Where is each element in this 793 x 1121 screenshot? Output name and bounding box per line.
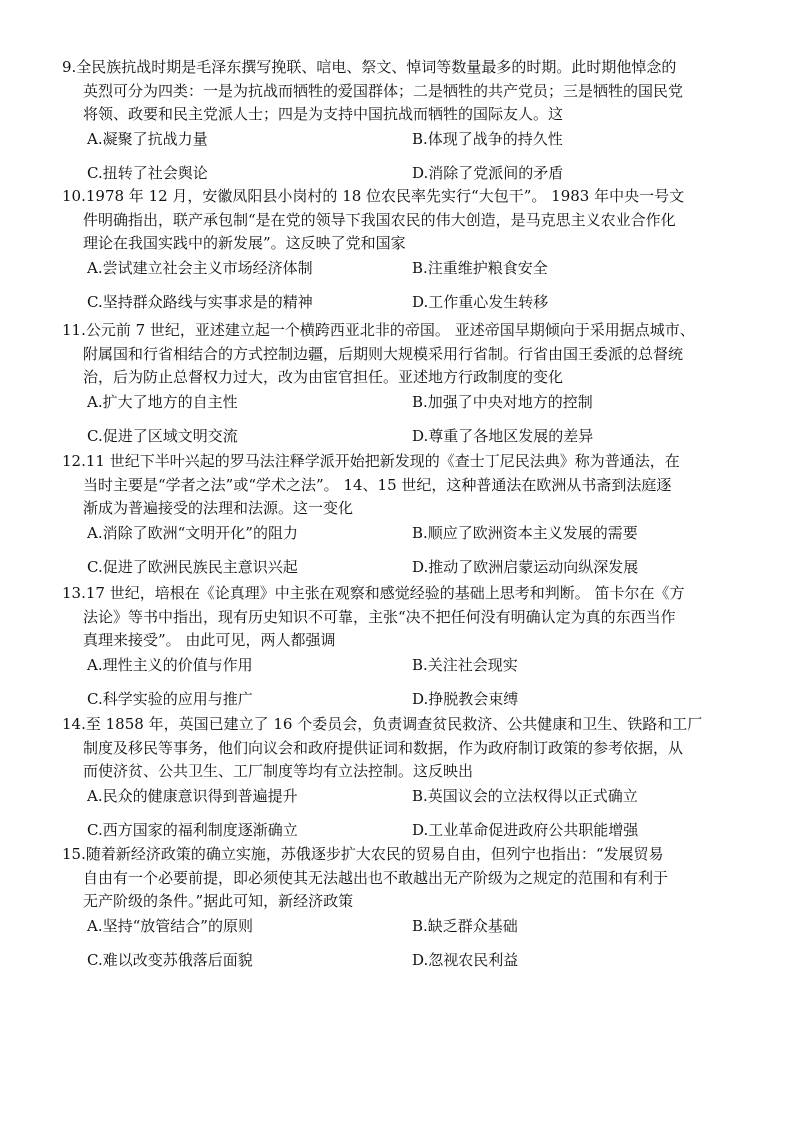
options (62, 258, 742, 328)
option-c: C.坚持群众路线与实事求是的精神 (87, 292, 313, 311)
question-10 (62, 185, 742, 328)
question-11 (62, 319, 742, 462)
stem-line: 英烈可分为四类：一是为抗战而牺牲的爱国群体；二是牺牲的共产党员；三是牺牲的国民党 (83, 81, 684, 100)
option-c: C.难以改变苏俄落后面貌 (87, 950, 253, 969)
option-d: D.消除了党派间的矛盾 (412, 163, 564, 182)
question-stem (62, 450, 742, 521)
option-a: A.消除了欧洲“文明开化”的阻力 (87, 523, 298, 542)
question-stem (62, 713, 742, 784)
stem-line: 而使济贫、公共卫生、工厂制度等均有立法控制。这反映出 (83, 762, 474, 780)
option-a: A.民众的健康意识得到普遍提升 (87, 786, 298, 805)
option-a: A.凝聚了抗战力量 (87, 129, 208, 148)
option-a: A.尝试建立社会主义市场经济体制 (87, 258, 313, 277)
question-15 (62, 843, 742, 986)
stem-line: 将领、政要和民主党派人士；四是为支持中国抗战而牺牲的国际友人。这 (83, 105, 564, 123)
option-b: B.缺乏群众基础 (412, 916, 518, 935)
stem-line: 9.全民族抗战时期是毛泽东撰写挽联、唁电、祭文、悼词等数量最多的时期。此时期他悼念的 (62, 58, 677, 76)
option-d: D.推动了欧洲启蒙运动向纵深发展 (412, 557, 639, 576)
option-d: D.挣脱教会束缚 (412, 689, 519, 708)
option-c: C.扭转了社会舆论 (87, 163, 208, 182)
question-stem (62, 185, 742, 256)
stem-line: 渐成为普遍接受的法理和法源。这一变化 (83, 499, 354, 517)
question-12 (62, 450, 742, 593)
question-stem (62, 319, 742, 390)
option-d: D.工业革命促进政府公共职能增强 (412, 820, 639, 839)
stem-line: 自由有一个必要前提，即必须使其无法越出也不敢越出无产阶级为之规定的范围和有利于 (83, 868, 669, 887)
stem-line: 当时主要是“学者之法”或“学术之法”。 14、15 世纪，这种普通法在欧洲从书斋到法庭逐 (83, 475, 672, 494)
stem-line: 无产阶级的条件。”据此可知，新经济政策 (83, 892, 354, 910)
stem-line: 件明确指出，联产承包制“是在党的领导下我国农民的伟大创造，是马克思主义农业合作化 (83, 210, 676, 229)
option-c: C.西方国家的福利制度逐渐确立 (87, 820, 298, 839)
option-c: C.促进了欧洲民族民主意识兴起 (87, 557, 298, 576)
option-b: B.注重维护粮食安全 (412, 258, 548, 277)
stem-line: 12.11 世纪下半叶兴起的罗马法注释学派开始把新发现的《查士丁尼民法典》称为普通法，在 (62, 452, 680, 470)
option-a: A.扩大了地方的自主性 (87, 392, 238, 411)
question-stem (62, 582, 742, 653)
option-b: B.顺应了欧洲资本主义发展的需要 (412, 523, 638, 542)
option-a: A.坚持“放管结合”的原则 (87, 916, 253, 935)
stem-line: 制度及移民等事务，他们向议会和政府提供证词和数据，作为政府制订政策的参考依据，从 (83, 738, 684, 757)
option-c: C.科学实验的应用与推广 (87, 689, 253, 708)
question-stem (62, 56, 742, 127)
options (62, 916, 742, 986)
option-d: D.尊重了各地区发展的差异 (412, 426, 594, 445)
option-b: B.加强了中央对地方的控制 (412, 392, 593, 411)
option-b: B.体现了战争的持久性 (412, 129, 563, 148)
stem-line: 治，后为防止总督权力过大，改为由宦官担任。亚述地方行政制度的变化 (83, 368, 564, 386)
question-stem (62, 843, 742, 914)
option-b: B.关注社会现实 (412, 655, 518, 674)
option-d: D.忽视农民利益 (412, 950, 519, 969)
stem-line: 10.1978 年 12 月，安徽凤阳县小岗村的 18 位农民率先实行“大包干”。 1983 年中央一号文 (62, 187, 685, 205)
stem-line: 11.公元前 7 世纪，亚述建立起一个横跨西亚北非的帝国。 亚述帝国早期倾向于采用据点城市、 (62, 321, 695, 339)
stem-line: 法论》等书中指出，现有历史知识不可靠，主张“决不把任何没有明确认定为真的东西当作 (83, 607, 676, 626)
stem-line: 15.随着新经济政策的确立实施，苏俄逐步扩大农民的贸易自由，但列宁也指出：“发展贸易 (62, 845, 664, 863)
question-13 (62, 582, 742, 725)
option-a: A.理性主义的价值与作用 (87, 655, 253, 674)
stem-line: 理论在我国实践中的新发展”。这反映了党和国家 (83, 234, 406, 252)
option-d: D.工作重心发生转移 (412, 292, 549, 311)
option-c: C.促进了区域文明交流 (87, 426, 238, 445)
question-9 (62, 56, 742, 199)
stem-line: 附属国和行省相结合的方式控制边疆，后期则大规模采用行省制。行省由国王委派的总督统 (83, 344, 684, 363)
stem-line: 14.至 1858 年，英国已建立了 16 个委员会，负责调查贫民救济、公共健康和卫生、铁路和工厂 (62, 715, 703, 733)
stem-line: 真理来接受”。 由此可见，两人都强调 (83, 631, 336, 649)
option-b: B.英国议会的立法权得以正式确立 (412, 786, 638, 805)
stem-line: 13.17 世纪，培根在《论真理》中主张在观察和感觉经验的基础上思考和判断。 笛卡尔在《方 (62, 584, 685, 602)
question-14 (62, 713, 742, 856)
